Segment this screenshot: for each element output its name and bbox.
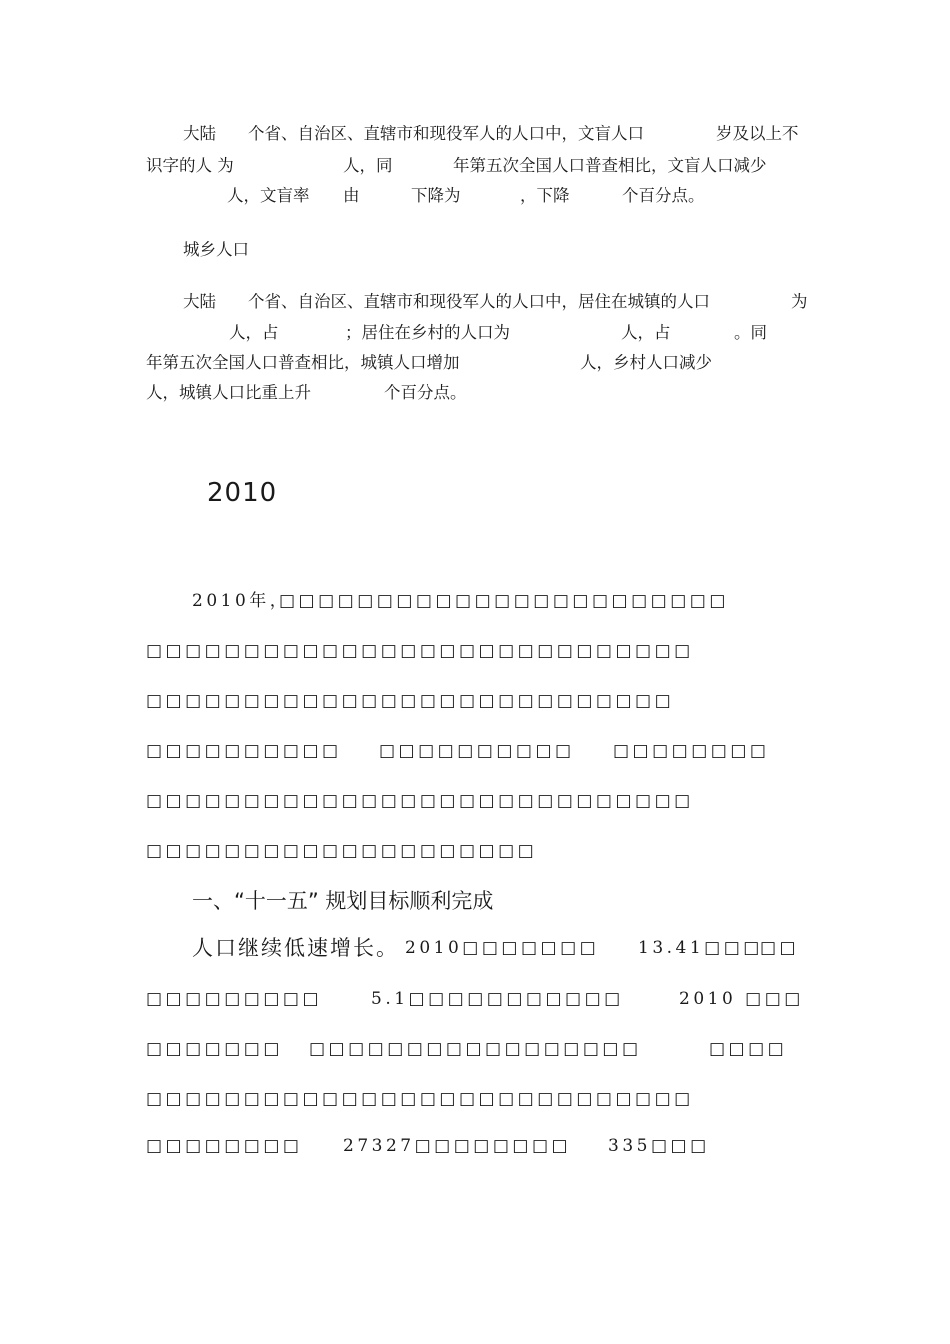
text-segment: □□□□□□□□□□□□□□□□□□□□□□□ xyxy=(279,591,729,611)
text-segment: 个百分点。 xyxy=(622,186,705,205)
text-segment: ；居住在乡村的人口为 xyxy=(345,323,510,342)
urban-rural-heading: 城乡人口 xyxy=(183,240,249,259)
text-segment: 年第五次全国人口普查相比，城镇人口增加 xyxy=(146,353,460,372)
text-segment: 为 xyxy=(791,292,808,311)
text-segment: 由 xyxy=(343,186,360,205)
text-segment: □□□□□□□ xyxy=(146,1039,283,1059)
text-segment: 13.41□□□ xyxy=(638,938,763,958)
text-segment: 大陆 xyxy=(183,124,216,143)
text-segment: ，下降 xyxy=(520,186,570,205)
section-heading: 一、“十一五” 规划目标顺利完成 xyxy=(192,889,494,913)
text-segment: 335□□□ xyxy=(608,1136,710,1156)
text-segment: 27327□□□□□□□□ xyxy=(343,1136,572,1156)
text-segment: 人，同 xyxy=(343,156,393,175)
text-segment: 下降为 xyxy=(411,186,461,205)
text-segment: □□□□ xyxy=(709,1039,788,1059)
text-segment: 人，文盲率 xyxy=(227,186,310,205)
text-segment: □□□□□□□□ xyxy=(146,1136,303,1156)
garbled-line-3: □□□□□□□□□□□□□□□□□□□□□□□□□□□ xyxy=(146,691,675,711)
text-segment: 人，占 xyxy=(229,323,279,342)
text-segment: □□□□□□□□□ xyxy=(146,989,323,1009)
text-segment: 大陆 xyxy=(183,292,216,311)
garbled-line-2: □□□□□□□□□□□□□□□□□□□□□□□□□□□□ xyxy=(146,641,694,661)
text-segment: 年第五次全国人口普查相比，文盲人口减少 xyxy=(453,156,767,175)
body-line-4: □□□□□□□□□□□□□□□□□□□□□□□□□□□□ xyxy=(146,1089,694,1109)
page-title: 2010 xyxy=(207,478,278,508)
text-segment: □□□□□□□□□□ xyxy=(379,741,575,761)
text-segment: 人口继续低速增长。 xyxy=(192,936,399,960)
text-segment: 人，占 xyxy=(621,323,671,342)
garbled-line-6: □□□□□□□□□□□□□□□□□□□□ xyxy=(146,841,538,861)
garbled-line-5: □□□□□□□□□□□□□□□□□□□□□□□□□□□□ xyxy=(146,791,694,811)
text-segment: 2010 □□□ xyxy=(679,989,804,1009)
text-segment: □□□□□□□□□□□□□□□□□ xyxy=(309,1039,642,1059)
text-segment: 2010□□□□□□□ xyxy=(405,938,600,958)
text-segment: 。同 xyxy=(734,323,767,342)
text-segment: 个百分点。 xyxy=(384,383,467,402)
text-segment: □□ xyxy=(760,938,800,958)
text-segment: 人，乡村人口减少 xyxy=(580,353,712,372)
text-segment: 岁及以上不 xyxy=(716,124,799,143)
text-segment: □□□□□□□□□□ xyxy=(146,741,342,761)
text-segment: □□□□□□□□ xyxy=(613,741,770,761)
text-segment: 识字的人 为 xyxy=(146,156,234,175)
text-segment: 个省、自治区、直辖市和现役军人的人口中，文盲人口 xyxy=(248,124,644,143)
text-segment: 人，城镇人口比重上升 xyxy=(146,383,311,402)
text-segment: 个省、自治区、直辖市和现役军人的人口中，居住在城镇的人口 xyxy=(248,292,710,311)
text-segment: 5.1□□□□□□□□□□□ xyxy=(371,989,624,1009)
text-segment: 2010年， xyxy=(192,591,291,611)
